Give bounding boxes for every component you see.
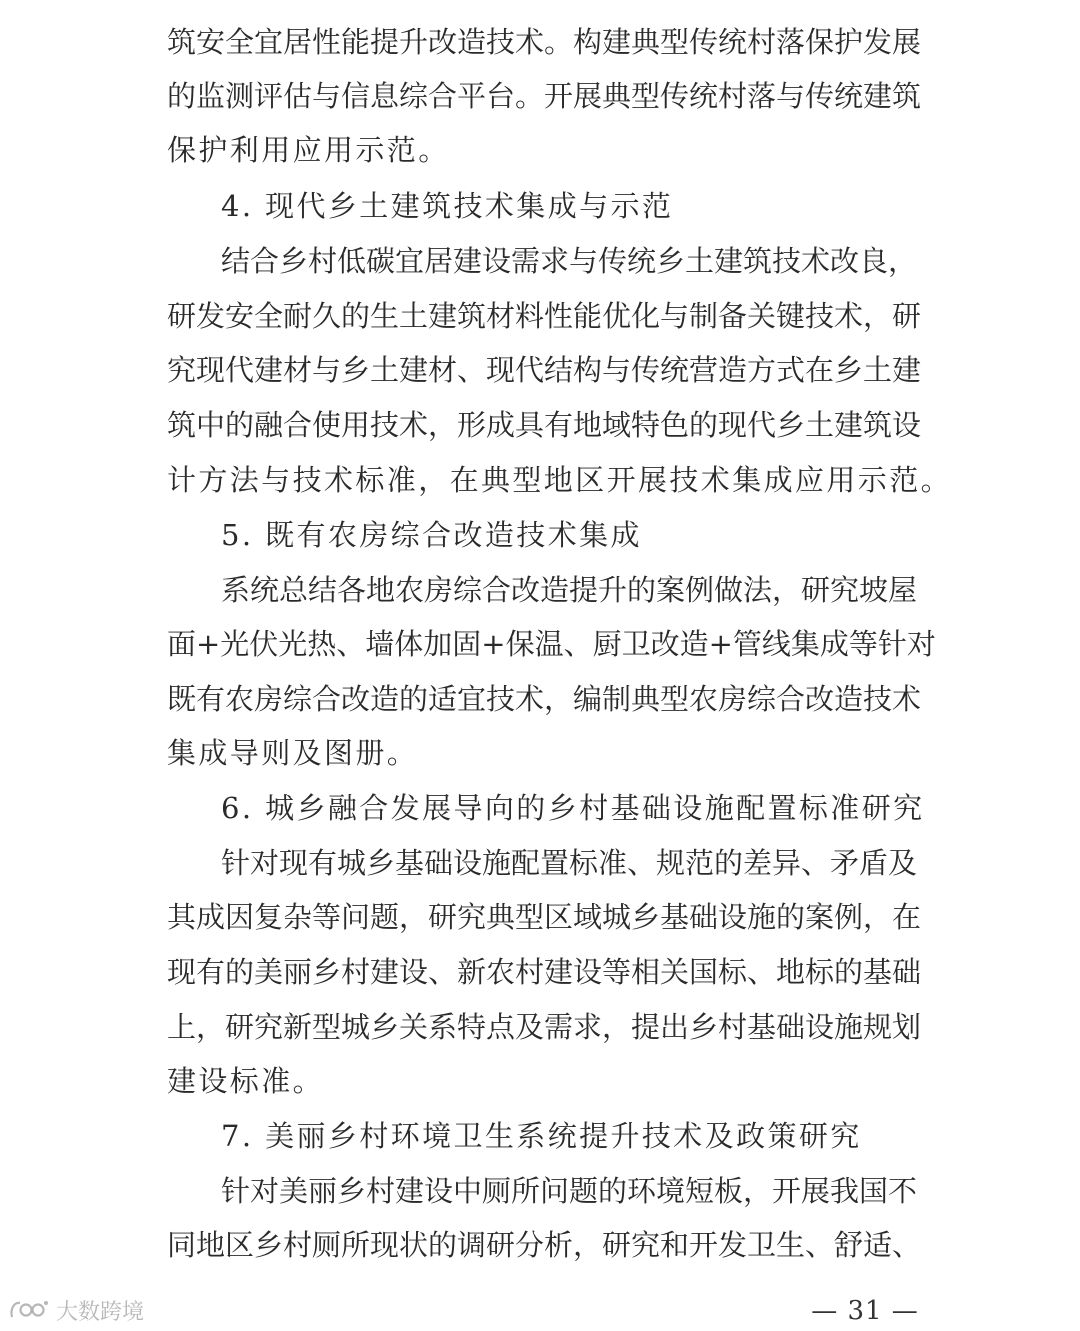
body-text-line: 研发安全耐久的生土建筑材料性能优化与制备关键技术，研 (167, 299, 922, 333)
body-text-line: 究现代建材与乡土建材、现代结构与传统营造方式在乡土建 (167, 353, 922, 387)
body-text-line: 针对现有城乡基础设施配置标准、规范的差异、矛盾及 (221, 846, 918, 880)
body-text-line: 的监测评估与信息综合平台。开展典型传统村落与传统建筑 (167, 79, 922, 113)
body-text-line: 计方法与技术标准，在典型地区开展技术集成应用示范。 (167, 463, 953, 497)
section-heading: 5. 既有农房综合改造技术集成 (221, 518, 642, 552)
body-text-line: 结合乡村低碳宜居建设需求与传统乡土建筑技术改良， (221, 244, 918, 278)
body-text-line: 筑安全宜居性能提升改造技术。构建典型传统村落保护发展 (167, 25, 922, 59)
body-text-line: 保护利用应用示范。 (167, 133, 450, 167)
body-text-line: 同地区乡村厕所现状的调研分析，研究和开发卫生、舒适、 (167, 1228, 922, 1262)
watermark-logo-icon (8, 1297, 50, 1323)
body-text-line: 既有农房综合改造的适宜技术，编制典型农房综合改造技术 (167, 682, 922, 716)
body-text-line: 其成因复杂等问题，研究典型区域城乡基础设施的案例，在 (167, 900, 922, 934)
watermark (8, 1293, 144, 1327)
body-text-line: 筑中的融合使用技术，形成具有地域特色的现代乡土建筑设 (167, 408, 922, 442)
body-text-line: 建设标准。 (167, 1064, 325, 1098)
section-heading: 4. 现代乡土建筑技术集成与示范 (221, 189, 674, 223)
body-text-line: 现有的美丽乡村建设、新农村建设等相关国标、地标的基础 (167, 955, 922, 989)
body-text-line: 系统总结各地农房综合改造提升的案例做法，研究坡屋 (221, 573, 918, 607)
body-text-line: 集成导则及图册。 (167, 736, 419, 770)
page-number: — 31 — (811, 1296, 919, 1326)
watermark-text: 大数跨境 (56, 1299, 145, 1325)
body-text-line: 上，研究新型城乡关系特点及需求，提出乡村基础设施规划 (167, 1010, 922, 1044)
section-heading: 7. 美丽乡村环境卫生系统提升技术及政策研究 (221, 1119, 862, 1153)
body-text-line: 针对美丽乡村建设中厕所问题的环境短板，开展我国不 (221, 1174, 918, 1208)
section-heading: 6. 城乡融合发展导向的乡村基础设施配置标准研究 (221, 791, 925, 825)
body-text-line: 面+光伏光热、墙体加固+保温、厨卫改造+管线集成等针对 (167, 627, 936, 661)
